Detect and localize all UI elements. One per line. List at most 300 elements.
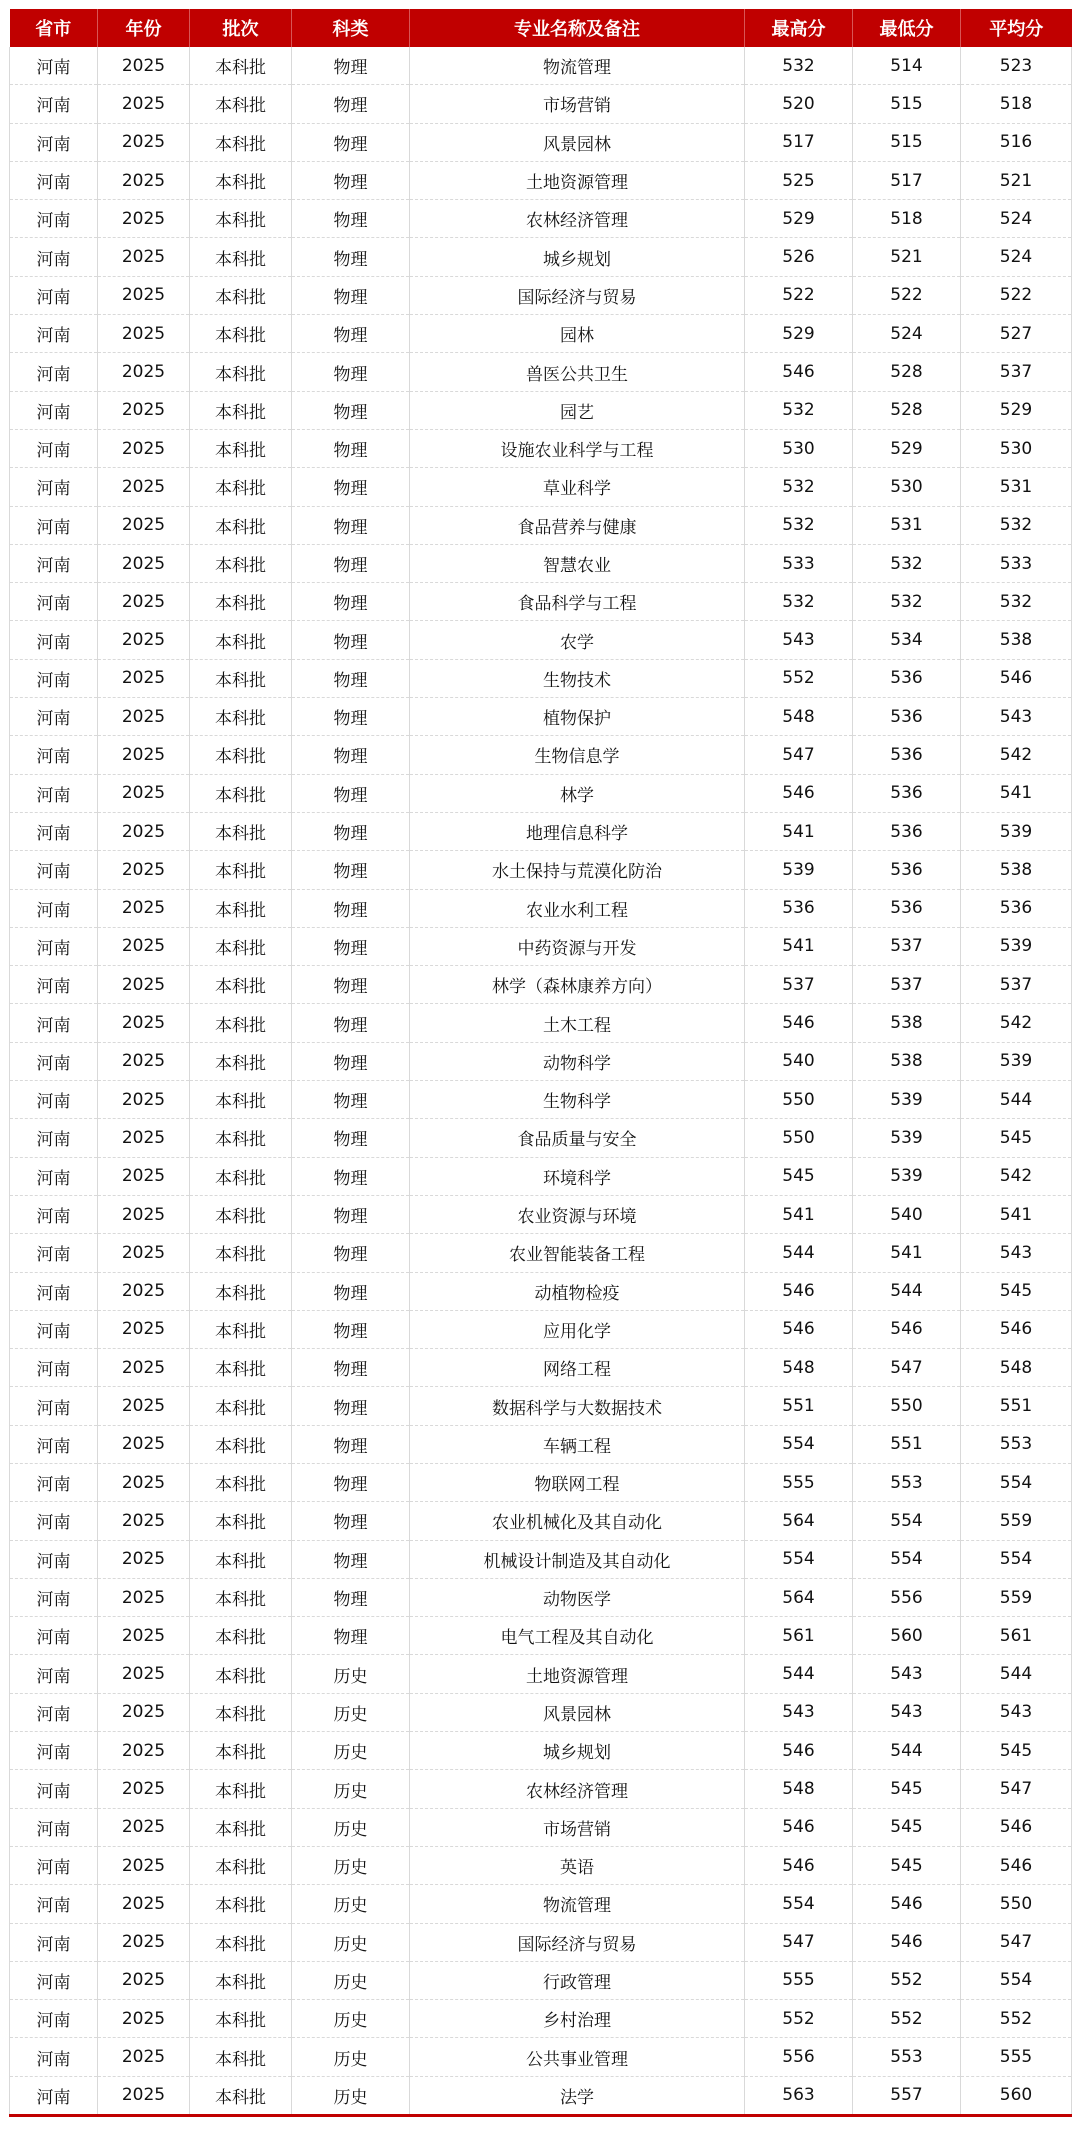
cell-subject: 历史 (292, 2038, 410, 2076)
cell-province: 河南 (10, 315, 98, 353)
cell-min-score: 536 (853, 812, 961, 850)
table-row (10, 161, 1072, 199)
cell-min-score: 539 (853, 1119, 961, 1157)
cell-batch: 本科批 (190, 1310, 292, 1348)
cell-province: 河南 (10, 468, 98, 506)
cell-year: 2025 (98, 1885, 190, 1923)
cell-major: 农业资源与环境 (410, 1195, 745, 1233)
table-row (10, 889, 1072, 927)
cell-avg-score: 518 (961, 85, 1072, 123)
cell-batch: 本科批 (190, 1770, 292, 1808)
cell-major: 食品科学与工程 (410, 583, 745, 621)
cell-max-score: 532 (745, 583, 853, 621)
cell-max-score: 547 (745, 736, 853, 774)
cell-subject: 物理 (292, 851, 410, 889)
cell-province: 河南 (10, 583, 98, 621)
table-row (10, 1387, 1072, 1425)
cell-province: 河南 (10, 1195, 98, 1233)
cell-batch: 本科批 (190, 583, 292, 621)
table-row (10, 1425, 1072, 1463)
cell-year: 2025 (98, 85, 190, 123)
cell-avg-score: 524 (961, 238, 1072, 276)
table-row (10, 1502, 1072, 1540)
cell-subject: 物理 (292, 1119, 410, 1157)
cell-major: 动植物检疫 (410, 1272, 745, 1310)
cell-min-score: 557 (853, 2076, 961, 2115)
cell-major: 物联网工程 (410, 1463, 745, 1501)
cell-subject: 物理 (292, 238, 410, 276)
cell-year: 2025 (98, 391, 190, 429)
cell-avg-score: 536 (961, 889, 1072, 927)
cell-avg-score: 550 (961, 1885, 1072, 1923)
cell-max-score: 520 (745, 85, 853, 123)
cell-subject: 物理 (292, 1349, 410, 1387)
cell-province: 河南 (10, 774, 98, 812)
cell-avg-score: 516 (961, 123, 1072, 161)
cell-province: 河南 (10, 812, 98, 850)
cell-avg-score: 545 (961, 1732, 1072, 1770)
cell-max-score: 552 (745, 659, 853, 697)
cell-province: 河南 (10, 621, 98, 659)
cell-batch: 本科批 (190, 659, 292, 697)
cell-avg-score: 546 (961, 1310, 1072, 1348)
cell-year: 2025 (98, 1578, 190, 1616)
cell-year: 2025 (98, 315, 190, 353)
cell-max-score: 547 (745, 1923, 853, 1961)
cell-year: 2025 (98, 1693, 190, 1731)
cell-min-score: 544 (853, 1732, 961, 1770)
cell-max-score: 554 (745, 1425, 853, 1463)
cell-year: 2025 (98, 2076, 190, 2115)
cell-min-score: 539 (853, 1157, 961, 1195)
cell-min-score: 536 (853, 774, 961, 812)
cell-subject: 物理 (292, 353, 410, 391)
cell-year: 2025 (98, 1310, 190, 1348)
cell-batch: 本科批 (190, 1655, 292, 1693)
cell-avg-score: 554 (961, 1961, 1072, 1999)
table-header (10, 9, 1072, 47)
cell-batch: 本科批 (190, 774, 292, 812)
cell-batch: 本科批 (190, 391, 292, 429)
table-row (10, 1923, 1072, 1961)
cell-major: 兽医公共卫生 (410, 353, 745, 391)
cell-subject: 历史 (292, 1655, 410, 1693)
cell-year: 2025 (98, 1655, 190, 1693)
header-min-score: 最低分 (853, 9, 961, 47)
cell-province: 河南 (10, 47, 98, 85)
table-row (10, 1961, 1072, 1999)
cell-province: 河南 (10, 1617, 98, 1655)
cell-min-score: 529 (853, 429, 961, 467)
cell-avg-score: 530 (961, 429, 1072, 467)
cell-batch: 本科批 (190, 1119, 292, 1157)
cell-major: 应用化学 (410, 1310, 745, 1348)
cell-province: 河南 (10, 1463, 98, 1501)
cell-year: 2025 (98, 468, 190, 506)
cell-subject: 物理 (292, 1463, 410, 1501)
cell-avg-score: 538 (961, 851, 1072, 889)
cell-province: 河南 (10, 1732, 98, 1770)
cell-major: 农林经济管理 (410, 1770, 745, 1808)
cell-min-score: 531 (853, 506, 961, 544)
cell-max-score: 546 (745, 1004, 853, 1042)
cell-batch: 本科批 (190, 698, 292, 736)
cell-year: 2025 (98, 1004, 190, 1042)
cell-major: 农林经济管理 (410, 200, 745, 238)
cell-year: 2025 (98, 1272, 190, 1310)
cell-subject: 物理 (292, 1234, 410, 1272)
table-row (10, 2038, 1072, 2076)
cell-province: 河南 (10, 429, 98, 467)
cell-major: 地理信息科学 (410, 812, 745, 850)
cell-major: 数据科学与大数据技术 (410, 1387, 745, 1425)
cell-max-score: 548 (745, 698, 853, 736)
cell-province: 河南 (10, 698, 98, 736)
cell-province: 河南 (10, 1655, 98, 1693)
cell-major: 草业科学 (410, 468, 745, 506)
cell-year: 2025 (98, 47, 190, 85)
cell-year: 2025 (98, 927, 190, 965)
cell-province: 河南 (10, 391, 98, 429)
cell-avg-score: 548 (961, 1349, 1072, 1387)
cell-min-score: 521 (853, 238, 961, 276)
cell-subject: 物理 (292, 506, 410, 544)
cell-max-score: 522 (745, 276, 853, 314)
cell-avg-score: 531 (961, 468, 1072, 506)
table-row (10, 1119, 1072, 1157)
table-row (10, 1808, 1072, 1846)
cell-year: 2025 (98, 2000, 190, 2038)
cell-batch: 本科批 (190, 315, 292, 353)
cell-max-score: 564 (745, 1502, 853, 1540)
cell-year: 2025 (98, 1042, 190, 1080)
cell-batch: 本科批 (190, 1387, 292, 1425)
cell-avg-score: 561 (961, 1617, 1072, 1655)
header-major: 专业名称及备注 (410, 9, 745, 47)
cell-major: 车辆工程 (410, 1425, 745, 1463)
cell-min-score: 538 (853, 1042, 961, 1080)
cell-subject: 历史 (292, 1846, 410, 1884)
table-row (10, 659, 1072, 697)
cell-max-score: 551 (745, 1387, 853, 1425)
cell-subject: 物理 (292, 1540, 410, 1578)
cell-batch: 本科批 (190, 621, 292, 659)
cell-min-score: 552 (853, 2000, 961, 2038)
cell-max-score: 556 (745, 2038, 853, 2076)
table-row (10, 200, 1072, 238)
cell-min-score: 514 (853, 47, 961, 85)
cell-min-score: 560 (853, 1617, 961, 1655)
cell-avg-score: 546 (961, 659, 1072, 697)
cell-year: 2025 (98, 238, 190, 276)
cell-major: 农业智能装备工程 (410, 1234, 745, 1272)
cell-subject: 物理 (292, 85, 410, 123)
cell-major: 英语 (410, 1846, 745, 1884)
cell-avg-score: 544 (961, 1081, 1072, 1119)
cell-year: 2025 (98, 851, 190, 889)
table-row (10, 698, 1072, 736)
cell-subject: 物理 (292, 544, 410, 582)
cell-year: 2025 (98, 161, 190, 199)
cell-subject: 物理 (292, 1310, 410, 1348)
cell-avg-score: 559 (961, 1502, 1072, 1540)
cell-year: 2025 (98, 200, 190, 238)
cell-province: 河南 (10, 1042, 98, 1080)
cell-subject: 物理 (292, 1042, 410, 1080)
cell-province: 河南 (10, 1502, 98, 1540)
cell-province: 河南 (10, 1808, 98, 1846)
cell-year: 2025 (98, 698, 190, 736)
cell-subject: 物理 (292, 1578, 410, 1616)
table-row (10, 1655, 1072, 1693)
cell-subject: 物理 (292, 736, 410, 774)
cell-province: 河南 (10, 1885, 98, 1923)
cell-avg-score: 555 (961, 2038, 1072, 2076)
table-row (10, 391, 1072, 429)
cell-province: 河南 (10, 1119, 98, 1157)
cell-max-score: 539 (745, 851, 853, 889)
cell-province: 河南 (10, 736, 98, 774)
table-row (10, 315, 1072, 353)
cell-max-score: 555 (745, 1463, 853, 1501)
cell-min-score: 547 (853, 1349, 961, 1387)
cell-avg-score: 544 (961, 1655, 1072, 1693)
header-year: 年份 (98, 9, 190, 47)
cell-avg-score: 543 (961, 1693, 1072, 1731)
cell-year: 2025 (98, 1770, 190, 1808)
header-row (10, 9, 1072, 47)
cell-min-score: 545 (853, 1770, 961, 1808)
cell-min-score: 515 (853, 85, 961, 123)
cell-max-score: 554 (745, 1540, 853, 1578)
cell-year: 2025 (98, 621, 190, 659)
cell-province: 河南 (10, 1846, 98, 1884)
cell-min-score: 517 (853, 161, 961, 199)
cell-min-score: 553 (853, 1463, 961, 1501)
cell-max-score: 529 (745, 200, 853, 238)
cell-min-score: 540 (853, 1195, 961, 1233)
cell-min-score: 536 (853, 889, 961, 927)
cell-major: 乡村治理 (410, 2000, 745, 2038)
cell-max-score: 543 (745, 621, 853, 659)
cell-max-score: 555 (745, 1961, 853, 1999)
cell-avg-score: 541 (961, 774, 1072, 812)
table-row (10, 1310, 1072, 1348)
cell-batch: 本科批 (190, 1004, 292, 1042)
cell-major: 风景园林 (410, 1693, 745, 1731)
header-avg-score: 平均分 (961, 9, 1072, 47)
cell-province: 河南 (10, 2038, 98, 2076)
cell-batch: 本科批 (190, 468, 292, 506)
cell-major: 城乡规划 (410, 1732, 745, 1770)
cell-max-score: 530 (745, 429, 853, 467)
cell-subject: 物理 (292, 966, 410, 1004)
cell-province: 河南 (10, 1004, 98, 1042)
cell-max-score: 532 (745, 47, 853, 85)
table-row (10, 276, 1072, 314)
cell-avg-score: 546 (961, 1846, 1072, 1884)
cell-major: 中药资源与开发 (410, 927, 745, 965)
cell-province: 河南 (10, 927, 98, 965)
cell-min-score: 553 (853, 2038, 961, 2076)
cell-max-score: 546 (745, 1846, 853, 1884)
cell-max-score: 550 (745, 1081, 853, 1119)
cell-avg-score: 537 (961, 966, 1072, 1004)
cell-min-score: 541 (853, 1234, 961, 1272)
cell-min-score: 546 (853, 1310, 961, 1348)
cell-subject: 物理 (292, 1004, 410, 1042)
cell-year: 2025 (98, 544, 190, 582)
cell-avg-score: 546 (961, 1808, 1072, 1846)
cell-subject: 物理 (292, 161, 410, 199)
cell-province: 河南 (10, 353, 98, 391)
cell-max-score: 532 (745, 468, 853, 506)
cell-subject: 物理 (292, 1502, 410, 1540)
cell-max-score: 526 (745, 238, 853, 276)
cell-province: 河南 (10, 123, 98, 161)
cell-max-score: 554 (745, 1885, 853, 1923)
cell-major: 食品营养与健康 (410, 506, 745, 544)
cell-subject: 物理 (292, 391, 410, 429)
table-row (10, 1885, 1072, 1923)
header-subject: 科类 (292, 9, 410, 47)
cell-province: 河南 (10, 276, 98, 314)
cell-max-score: 540 (745, 1042, 853, 1080)
cell-min-score: 543 (853, 1655, 961, 1693)
cell-subject: 物理 (292, 1425, 410, 1463)
cell-batch: 本科批 (190, 200, 292, 238)
cell-min-score: 545 (853, 1808, 961, 1846)
cell-major: 行政管理 (410, 1961, 745, 1999)
cell-major: 公共事业管理 (410, 2038, 745, 2076)
cell-avg-score: 560 (961, 2076, 1072, 2115)
cell-batch: 本科批 (190, 1578, 292, 1616)
cell-batch: 本科批 (190, 1195, 292, 1233)
cell-avg-score: 539 (961, 1042, 1072, 1080)
cell-province: 河南 (10, 161, 98, 199)
cell-province: 河南 (10, 1693, 98, 1731)
cell-year: 2025 (98, 429, 190, 467)
cell-major: 农业机械化及其自动化 (410, 1502, 745, 1540)
cell-subject: 历史 (292, 1923, 410, 1961)
cell-province: 河南 (10, 506, 98, 544)
cell-max-score: 561 (745, 1617, 853, 1655)
cell-major: 设施农业科学与工程 (410, 429, 745, 467)
cell-min-score: 528 (853, 353, 961, 391)
cell-major: 食品质量与安全 (410, 1119, 745, 1157)
cell-avg-score: 542 (961, 1004, 1072, 1042)
cell-year: 2025 (98, 276, 190, 314)
cell-batch: 本科批 (190, 353, 292, 391)
cell-batch: 本科批 (190, 1885, 292, 1923)
cell-year: 2025 (98, 123, 190, 161)
cell-batch: 本科批 (190, 1234, 292, 1272)
table-row (10, 583, 1072, 621)
cell-min-score: 534 (853, 621, 961, 659)
cell-min-score: 536 (853, 736, 961, 774)
cell-max-score: 563 (745, 2076, 853, 2115)
cell-min-score: 530 (853, 468, 961, 506)
cell-min-score: 532 (853, 544, 961, 582)
cell-avg-score: 533 (961, 544, 1072, 582)
cell-major: 林学 (410, 774, 745, 812)
cell-max-score: 517 (745, 123, 853, 161)
header-batch: 批次 (190, 9, 292, 47)
cell-major: 智慧农业 (410, 544, 745, 582)
table-row (10, 774, 1072, 812)
table-row (10, 1693, 1072, 1731)
cell-avg-score: 554 (961, 1540, 1072, 1578)
cell-avg-score: 542 (961, 1157, 1072, 1195)
cell-major: 园林 (410, 315, 745, 353)
cell-max-score: 545 (745, 1157, 853, 1195)
admission-score-table (9, 9, 1072, 2117)
cell-max-score: 533 (745, 544, 853, 582)
cell-batch: 本科批 (190, 1923, 292, 1961)
cell-province: 河南 (10, 1961, 98, 1999)
cell-subject: 物理 (292, 1272, 410, 1310)
cell-subject: 物理 (292, 1157, 410, 1195)
cell-major: 土木工程 (410, 1004, 745, 1042)
cell-province: 河南 (10, 1272, 98, 1310)
cell-province: 河南 (10, 2076, 98, 2115)
cell-avg-score: 529 (961, 391, 1072, 429)
cell-major: 土地资源管理 (410, 161, 745, 199)
cell-major: 市场营销 (410, 1808, 745, 1846)
cell-batch: 本科批 (190, 1157, 292, 1195)
cell-max-score: 525 (745, 161, 853, 199)
cell-subject: 物理 (292, 621, 410, 659)
cell-max-score: 550 (745, 1119, 853, 1157)
cell-avg-score: 522 (961, 276, 1072, 314)
cell-province: 河南 (10, 1578, 98, 1616)
cell-major: 植物保护 (410, 698, 745, 736)
cell-max-score: 529 (745, 315, 853, 353)
table-body (10, 47, 1072, 2116)
cell-subject: 物理 (292, 47, 410, 85)
cell-subject: 物理 (292, 123, 410, 161)
cell-avg-score: 524 (961, 200, 1072, 238)
table-row (10, 1578, 1072, 1616)
cell-year: 2025 (98, 1387, 190, 1425)
cell-batch: 本科批 (190, 889, 292, 927)
cell-avg-score: 539 (961, 927, 1072, 965)
cell-subject: 物理 (292, 698, 410, 736)
cell-min-score: 537 (853, 927, 961, 965)
cell-major: 水土保持与荒漠化防治 (410, 851, 745, 889)
table-row (10, 1157, 1072, 1195)
table-row (10, 238, 1072, 276)
cell-batch: 本科批 (190, 47, 292, 85)
table-row (10, 2000, 1072, 2038)
cell-province: 河南 (10, 200, 98, 238)
cell-province: 河南 (10, 1081, 98, 1119)
table-row (10, 1004, 1072, 1042)
cell-min-score: 552 (853, 1961, 961, 1999)
cell-max-score: 546 (745, 1732, 853, 1770)
cell-subject: 历史 (292, 1770, 410, 1808)
cell-province: 河南 (10, 1349, 98, 1387)
table-row (10, 851, 1072, 889)
cell-max-score: 546 (745, 1310, 853, 1348)
cell-batch: 本科批 (190, 1732, 292, 1770)
cell-max-score: 532 (745, 506, 853, 544)
cell-batch: 本科批 (190, 544, 292, 582)
cell-max-score: 536 (745, 889, 853, 927)
cell-min-score: 515 (853, 123, 961, 161)
cell-year: 2025 (98, 1923, 190, 1961)
cell-max-score: 543 (745, 1693, 853, 1731)
